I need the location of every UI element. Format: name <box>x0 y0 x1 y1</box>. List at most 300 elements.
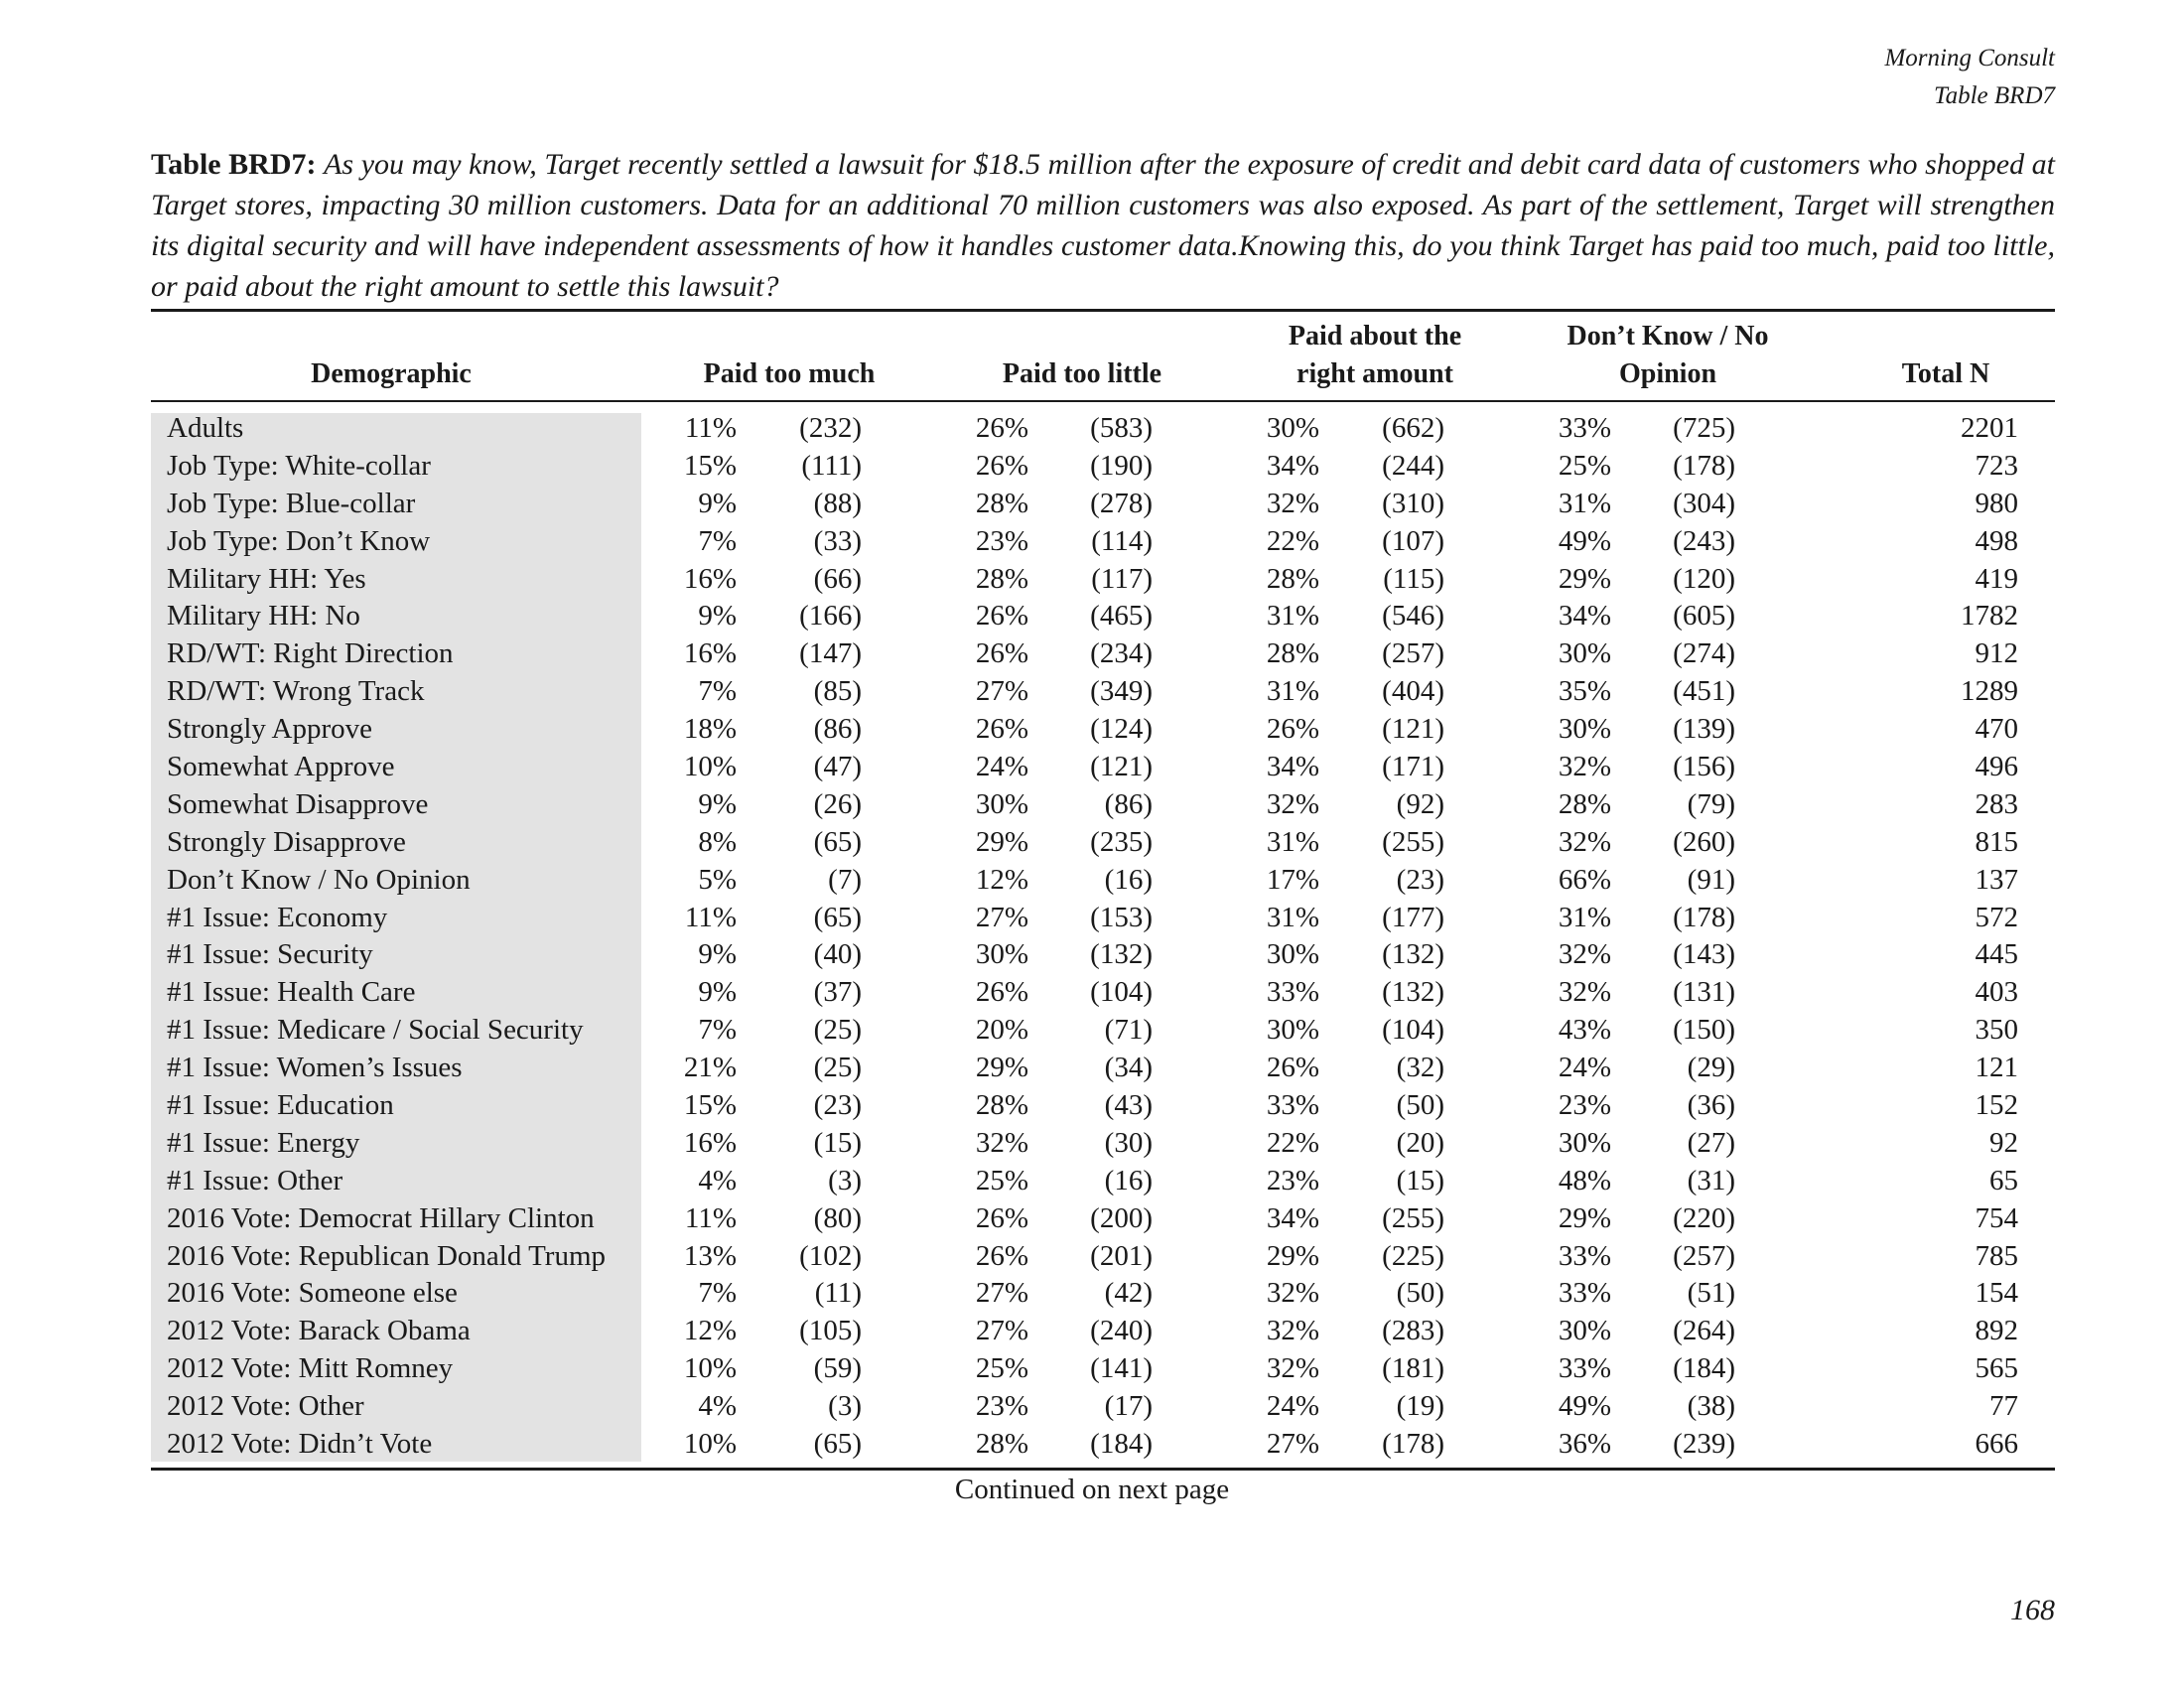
paid-too-little-pct: 26% <box>975 449 1028 482</box>
paid-too-little-n: (190) <box>1090 449 1153 482</box>
paid-too-little-pct: 32% <box>975 1126 1028 1159</box>
paid-too-little-pct: 28% <box>975 562 1028 595</box>
paid-too-little-n: (235) <box>1090 825 1153 858</box>
paid-too-little-pct: 26% <box>975 637 1028 670</box>
page-number: 168 <box>2010 1594 2055 1626</box>
paid-too-much-n: (59) <box>813 1352 862 1385</box>
paid-right-n: (255) <box>1382 1201 1444 1234</box>
paid-too-much-n: (7) <box>828 863 862 896</box>
paid-too-little-pct: 28% <box>975 1089 1028 1122</box>
paid-too-little-pct: 23% <box>975 1390 1028 1423</box>
paid-too-much-n: (147) <box>799 637 862 670</box>
dont-know-n: (178) <box>1673 449 1735 482</box>
dont-know-pct: 43% <box>1558 1014 1611 1047</box>
paid-too-much-pct: 9% <box>698 487 737 519</box>
dont-know-pct: 31% <box>1558 487 1611 519</box>
demographic-label: #1 Issue: Economy <box>167 901 388 933</box>
dont-know-pct: 49% <box>1558 524 1611 557</box>
paid-too-much-pct: 15% <box>683 449 737 482</box>
paid-right-n: (132) <box>1382 938 1444 971</box>
table-row <box>0 598 2184 635</box>
paid-right-pct: 33% <box>1266 976 1319 1009</box>
dont-know-pct: 32% <box>1558 825 1611 858</box>
demographic-label: 2012 Vote: Barack Obama <box>167 1315 471 1347</box>
table-row <box>0 1426 2184 1464</box>
dont-know-pct: 29% <box>1558 562 1611 595</box>
paid-too-much-pct: 11% <box>684 1201 737 1234</box>
paid-too-much-n: (105) <box>799 1315 862 1347</box>
dont-know-pct: 23% <box>1558 1089 1611 1122</box>
paid-too-much-n: (111) <box>801 449 862 482</box>
caption-question: As you may know, Target recently settled a lawsuit for $18.5 million after the exposure of credit and debit card data of customers who shopped at Target stores, impacting 30 million customers. Data for an additional 70 million customers was also exposed. As part of the settlement, Target will strengthen its digital security and will have independent assessments of how it handles customer data.Knowing this, do you think Target has paid too much, paid too little, or paid about the right amount to settle this lawsuit? <box>151 148 2056 303</box>
paid-right-pct: 17% <box>1266 863 1319 896</box>
paid-too-little-pct: 23% <box>975 524 1028 557</box>
total-n: 77 <box>1989 1390 2018 1423</box>
total-n: 496 <box>1975 751 2018 783</box>
paid-right-pct: 22% <box>1266 524 1319 557</box>
paid-right-pct: 32% <box>1266 1277 1319 1310</box>
total-n: 815 <box>1975 825 2018 858</box>
total-n: 92 <box>1989 1126 2018 1159</box>
total-n: 419 <box>1975 562 2018 595</box>
demographic-label: 2012 Vote: Mitt Romney <box>167 1352 454 1385</box>
demographic-label: Somewhat Approve <box>167 751 395 783</box>
table-caption <box>151 144 2055 307</box>
table-row <box>0 974 2184 1012</box>
paid-too-little-pct: 12% <box>975 863 1028 896</box>
paid-too-little-pct: 27% <box>975 675 1028 708</box>
dont-know-n: (243) <box>1673 524 1735 557</box>
dont-know-n: (150) <box>1673 1014 1735 1047</box>
paid-too-much-n: (102) <box>799 1239 862 1272</box>
paid-too-little-n: (201) <box>1090 1239 1153 1272</box>
paid-too-little-pct: 27% <box>975 1277 1028 1310</box>
paid-too-little-n: (234) <box>1090 637 1153 670</box>
dont-know-pct: 48% <box>1558 1164 1611 1196</box>
dont-know-pct: 32% <box>1558 938 1611 971</box>
paid-right-pct: 26% <box>1266 713 1319 746</box>
header-paid-too-much: Paid too much <box>703 358 876 389</box>
paid-too-much-pct: 10% <box>683 751 737 783</box>
paid-too-little-n: (141) <box>1090 1352 1153 1385</box>
table-body <box>0 410 2184 1464</box>
paid-too-much-pct: 10% <box>683 1352 737 1385</box>
demographic-label: Strongly Disapprove <box>167 825 406 858</box>
dont-know-n: (725) <box>1673 412 1735 444</box>
demographic-label: #1 Issue: Health Care <box>167 976 416 1009</box>
table-row <box>0 448 2184 486</box>
paid-right-n: (310) <box>1382 487 1444 519</box>
table-row <box>0 824 2184 862</box>
paid-right-n: (283) <box>1382 1315 1444 1347</box>
paid-right-pct: 30% <box>1266 938 1319 971</box>
paid-right-n: (177) <box>1382 901 1444 933</box>
header-paid-too-little: Paid too little <box>1002 358 1162 389</box>
total-n: 572 <box>1975 901 2018 933</box>
dont-know-n: (260) <box>1673 825 1735 858</box>
dont-know-n: (257) <box>1673 1239 1735 1272</box>
paid-too-much-pct: 13% <box>683 1239 737 1272</box>
paid-right-n: (662) <box>1382 412 1444 444</box>
paid-right-pct: 30% <box>1266 412 1319 444</box>
paid-too-much-pct: 21% <box>683 1052 737 1084</box>
dont-know-n: (304) <box>1673 487 1735 519</box>
paid-right-pct: 31% <box>1266 825 1319 858</box>
dont-know-n: (139) <box>1673 713 1735 746</box>
dont-know-n: (451) <box>1673 675 1735 708</box>
demographic-label: 2016 Vote: Someone else <box>167 1277 458 1310</box>
paid-too-much-n: (40) <box>813 938 862 971</box>
demographic-label: #1 Issue: Security <box>167 938 373 971</box>
top-rule <box>151 309 2055 312</box>
paid-right-pct: 22% <box>1266 1126 1319 1159</box>
paid-too-much-pct: 11% <box>684 901 737 933</box>
paid-too-much-pct: 12% <box>683 1315 737 1347</box>
paid-too-little-pct: 24% <box>975 751 1028 783</box>
dont-know-n: (38) <box>1687 1390 1735 1423</box>
paid-right-n: (546) <box>1382 600 1444 633</box>
paid-too-little-n: (43) <box>1104 1089 1153 1122</box>
paid-too-much-n: (166) <box>799 600 862 633</box>
paid-too-little-n: (583) <box>1090 412 1153 444</box>
paid-right-n: (404) <box>1382 675 1444 708</box>
header-rule <box>151 400 2055 402</box>
table-row <box>0 1163 2184 1200</box>
paid-too-little-n: (465) <box>1090 600 1153 633</box>
paid-too-little-pct: 20% <box>975 1014 1028 1047</box>
dont-know-pct: 30% <box>1558 713 1611 746</box>
demographic-label: Job Type: Don’t Know <box>167 524 431 557</box>
paid-too-little-pct: 29% <box>975 1052 1028 1084</box>
paid-too-much-n: (65) <box>813 825 862 858</box>
table-row <box>0 1388 2184 1426</box>
paid-too-much-n: (26) <box>813 787 862 820</box>
paid-right-pct: 28% <box>1266 562 1319 595</box>
paid-right-n: (244) <box>1382 449 1444 482</box>
paid-too-much-pct: 16% <box>683 1126 737 1159</box>
demographic-label: RD/WT: Right Direction <box>167 637 454 670</box>
total-n: 445 <box>1975 938 2018 971</box>
total-n: 121 <box>1975 1052 2018 1084</box>
paid-too-little-n: (71) <box>1104 1014 1153 1047</box>
paid-too-little-n: (124) <box>1090 713 1153 746</box>
paid-too-little-n: (104) <box>1090 976 1153 1009</box>
paid-too-little-pct: 26% <box>975 713 1028 746</box>
paid-too-little-pct: 26% <box>975 1239 1028 1272</box>
paid-too-much-pct: 7% <box>698 524 737 557</box>
table-row <box>0 486 2184 523</box>
dont-know-n: (79) <box>1687 787 1735 820</box>
paid-right-n: (132) <box>1382 976 1444 1009</box>
table-row <box>0 1350 2184 1388</box>
paid-too-little-n: (86) <box>1104 787 1153 820</box>
paid-too-little-pct: 25% <box>975 1164 1028 1196</box>
dont-know-pct: 28% <box>1558 787 1611 820</box>
paid-too-little-pct: 27% <box>975 1315 1028 1347</box>
paid-too-little-n: (153) <box>1090 901 1153 933</box>
header-total-n: Total N <box>1901 358 1990 389</box>
paid-right-pct: 26% <box>1266 1052 1319 1084</box>
total-n: 403 <box>1975 976 2018 1009</box>
paid-too-little-pct: 26% <box>975 412 1028 444</box>
paid-right-pct: 34% <box>1266 449 1319 482</box>
paid-too-much-pct: 9% <box>698 938 737 971</box>
header-paid-right-amount: Paid about the right amount <box>1288 321 1462 389</box>
paid-right-pct: 30% <box>1266 1014 1319 1047</box>
paid-right-n: (15) <box>1396 1164 1444 1196</box>
dont-know-pct: 33% <box>1558 412 1611 444</box>
demographic-label: Military HH: Yes <box>167 562 366 595</box>
paid-too-much-n: (25) <box>813 1014 862 1047</box>
page-header <box>1884 40 2055 115</box>
header-demographic: Demographic <box>311 358 472 389</box>
dont-know-pct: 29% <box>1558 1201 1611 1234</box>
dont-know-n: (605) <box>1673 600 1735 633</box>
demographic-label: #1 Issue: Other <box>167 1164 343 1196</box>
total-n: 980 <box>1975 487 2018 519</box>
paid-too-much-n: (65) <box>813 1428 862 1461</box>
dont-know-pct: 36% <box>1558 1428 1611 1461</box>
paid-too-much-n: (47) <box>813 751 862 783</box>
demographic-label: Adults <box>167 412 244 444</box>
paid-too-much-pct: 10% <box>683 1428 737 1461</box>
paid-too-little-pct: 30% <box>975 787 1028 820</box>
demographic-label: 2012 Vote: Other <box>167 1390 364 1423</box>
dont-know-n: (27) <box>1687 1126 1735 1159</box>
total-n: 283 <box>1975 787 2018 820</box>
demographic-label: #1 Issue: Women’s Issues <box>167 1052 463 1084</box>
paid-too-little-pct: 28% <box>975 1428 1028 1461</box>
paid-too-much-n: (66) <box>813 562 862 595</box>
paid-too-much-n: (33) <box>813 524 862 557</box>
paid-right-pct: 34% <box>1266 1201 1319 1234</box>
paid-right-n: (115) <box>1383 562 1444 595</box>
paid-right-pct: 31% <box>1266 675 1319 708</box>
paid-right-n: (181) <box>1382 1352 1444 1385</box>
paid-too-little-pct: 26% <box>975 600 1028 633</box>
paid-right-n: (255) <box>1382 825 1444 858</box>
table-row <box>0 561 2184 599</box>
paid-too-much-n: (3) <box>828 1164 862 1196</box>
paid-right-pct: 24% <box>1266 1390 1319 1423</box>
paid-too-little-pct: 26% <box>975 976 1028 1009</box>
paid-too-much-pct: 9% <box>698 787 737 820</box>
demographic-label: #1 Issue: Energy <box>167 1126 360 1159</box>
dont-know-pct: 33% <box>1558 1239 1611 1272</box>
paid-too-little-n: (114) <box>1091 524 1153 557</box>
continued-note: Continued on next page <box>954 1474 1230 1505</box>
paid-too-much-pct: 7% <box>698 675 737 708</box>
paid-too-much-pct: 4% <box>698 1164 737 1196</box>
table-row <box>0 1125 2184 1163</box>
paid-right-pct: 32% <box>1266 787 1319 820</box>
paid-too-much-pct: 16% <box>683 637 737 670</box>
demographic-label: Job Type: Blue-collar <box>167 487 416 519</box>
demographic-label: Strongly Approve <box>167 713 373 746</box>
dont-know-pct: 34% <box>1558 600 1611 633</box>
table-row <box>0 1050 2184 1087</box>
dont-know-n: (178) <box>1673 901 1735 933</box>
dont-know-pct: 30% <box>1558 637 1611 670</box>
table-row <box>0 410 2184 448</box>
paid-too-little-n: (184) <box>1090 1428 1153 1461</box>
paid-too-much-n: (65) <box>813 901 862 933</box>
paid-right-n: (50) <box>1396 1277 1444 1310</box>
dont-know-n: (220) <box>1673 1201 1735 1234</box>
paid-right-pct: 23% <box>1266 1164 1319 1196</box>
table-row <box>0 1275 2184 1313</box>
paid-too-much-n: (86) <box>813 713 862 746</box>
paid-too-much-pct: 15% <box>683 1089 737 1122</box>
dont-know-pct: 30% <box>1558 1315 1611 1347</box>
total-n: 1782 <box>1961 600 2018 633</box>
dont-know-pct: 33% <box>1558 1352 1611 1385</box>
paid-right-pct: 34% <box>1266 751 1319 783</box>
paid-too-much-n: (25) <box>813 1052 862 1084</box>
paid-too-little-pct: 25% <box>975 1352 1028 1385</box>
paid-too-much-pct: 18% <box>683 713 737 746</box>
paid-too-much-pct: 5% <box>698 863 737 896</box>
paid-right-n: (178) <box>1382 1428 1444 1461</box>
dont-know-n: (29) <box>1687 1052 1735 1084</box>
demographic-label: #1 Issue: Medicare / Social Security <box>167 1014 584 1047</box>
dont-know-n: (120) <box>1673 562 1735 595</box>
paid-too-much-pct: 9% <box>698 976 737 1009</box>
paid-too-much-n: (3) <box>828 1390 862 1423</box>
paid-right-pct: 32% <box>1266 487 1319 519</box>
demographic-label: Don’t Know / No Opinion <box>167 863 471 896</box>
table-row <box>0 523 2184 561</box>
dont-know-n: (143) <box>1673 938 1735 971</box>
paid-right-n: (107) <box>1382 524 1444 557</box>
paid-too-little-n: (42) <box>1104 1277 1153 1310</box>
dont-know-n: (51) <box>1687 1277 1735 1310</box>
dont-know-n: (156) <box>1673 751 1735 783</box>
header-dont-know: Don’t Know / No Opinion <box>1567 321 1769 389</box>
paid-too-little-n: (17) <box>1104 1390 1153 1423</box>
dont-know-n: (131) <box>1673 976 1735 1009</box>
total-n: 2201 <box>1961 412 2018 444</box>
paid-too-much-pct: 7% <box>698 1014 737 1047</box>
total-n: 565 <box>1975 1352 2018 1385</box>
paid-too-little-n: (240) <box>1090 1315 1153 1347</box>
paid-right-n: (257) <box>1382 637 1444 670</box>
dont-know-pct: 32% <box>1558 976 1611 1009</box>
paid-too-much-n: (88) <box>813 487 862 519</box>
paid-right-n: (171) <box>1382 751 1444 783</box>
total-n: 892 <box>1975 1315 2018 1347</box>
paid-too-little-n: (16) <box>1104 863 1153 896</box>
demographic-label: RD/WT: Wrong Track <box>167 675 425 708</box>
paid-too-little-pct: 28% <box>975 487 1028 519</box>
dont-know-n: (31) <box>1687 1164 1735 1196</box>
total-n: 152 <box>1975 1089 2018 1122</box>
demographic-label: 2016 Vote: Republican Donald Trump <box>167 1239 606 1272</box>
paid-right-n: (19) <box>1396 1390 1444 1423</box>
paid-too-little-n: (117) <box>1091 562 1153 595</box>
total-n: 137 <box>1975 863 2018 896</box>
paid-right-pct: 27% <box>1266 1428 1319 1461</box>
total-n: 470 <box>1975 713 2018 746</box>
paid-too-little-pct: 26% <box>975 1201 1028 1234</box>
paid-too-much-n: (85) <box>813 675 862 708</box>
total-n: 350 <box>1975 1014 2018 1047</box>
paid-right-pct: 32% <box>1266 1352 1319 1385</box>
dont-know-pct: 25% <box>1558 449 1611 482</box>
total-n: 65 <box>1989 1164 2018 1196</box>
paid-right-n: (50) <box>1396 1089 1444 1122</box>
paid-too-little-pct: 30% <box>975 938 1028 971</box>
org-name: Morning Consult <box>1884 45 2055 71</box>
dont-know-pct: 32% <box>1558 751 1611 783</box>
dont-know-pct: 33% <box>1558 1277 1611 1310</box>
demographic-label: Job Type: White-collar <box>167 449 431 482</box>
table-row <box>0 635 2184 673</box>
table-row <box>0 786 2184 824</box>
demographic-label: #1 Issue: Education <box>167 1089 394 1122</box>
dont-know-pct: 24% <box>1558 1052 1611 1084</box>
paid-too-little-n: (34) <box>1104 1052 1153 1084</box>
total-n: 912 <box>1975 637 2018 670</box>
paid-too-much-n: (15) <box>813 1126 862 1159</box>
paid-right-pct: 29% <box>1266 1239 1319 1272</box>
table-row <box>0 900 2184 937</box>
caption-label: Table BRD7: <box>151 148 317 181</box>
dont-know-pct: 35% <box>1558 675 1611 708</box>
paid-too-much-pct: 7% <box>698 1277 737 1310</box>
paid-too-much-n: (23) <box>813 1089 862 1122</box>
total-n: 498 <box>1975 524 2018 557</box>
paid-right-pct: 31% <box>1266 901 1319 933</box>
paid-right-n: (92) <box>1396 787 1444 820</box>
paid-too-little-n: (200) <box>1090 1201 1153 1234</box>
total-n: 785 <box>1975 1239 2018 1272</box>
paid-too-much-n: (232) <box>799 412 862 444</box>
table-row <box>0 1012 2184 1050</box>
paid-right-n: (20) <box>1396 1126 1444 1159</box>
table-row <box>0 936 2184 974</box>
paid-right-pct: 33% <box>1266 1089 1319 1122</box>
paid-too-little-n: (132) <box>1090 938 1153 971</box>
table-row <box>0 1313 2184 1350</box>
table-row <box>0 1238 2184 1276</box>
paid-right-n: (225) <box>1382 1239 1444 1272</box>
demographic-label: 2016 Vote: Democrat Hillary Clinton <box>167 1201 595 1234</box>
dont-know-pct: 30% <box>1558 1126 1611 1159</box>
demographic-label: 2012 Vote: Didn’t Vote <box>167 1428 433 1461</box>
table-row <box>0 862 2184 900</box>
total-n: 1289 <box>1961 675 2018 708</box>
dont-know-n: (184) <box>1673 1352 1735 1385</box>
paid-right-n: (104) <box>1382 1014 1444 1047</box>
paid-right-n: (121) <box>1382 713 1444 746</box>
paid-too-little-n: (30) <box>1104 1126 1153 1159</box>
paid-too-much-n: (11) <box>814 1277 862 1310</box>
dont-know-n: (274) <box>1673 637 1735 670</box>
total-n: 666 <box>1975 1428 2018 1461</box>
paid-too-little-n: (121) <box>1090 751 1153 783</box>
paid-too-much-pct: 9% <box>698 600 737 633</box>
paid-too-little-n: (278) <box>1090 487 1153 519</box>
total-n: 154 <box>1975 1277 2018 1310</box>
paid-right-n: (32) <box>1396 1052 1444 1084</box>
paid-too-much-pct: 4% <box>698 1390 737 1423</box>
paid-too-much-pct: 8% <box>698 825 737 858</box>
paid-right-pct: 31% <box>1266 600 1319 633</box>
paid-too-much-pct: 16% <box>683 562 737 595</box>
paid-right-pct: 28% <box>1266 637 1319 670</box>
dont-know-n: (239) <box>1673 1428 1735 1461</box>
